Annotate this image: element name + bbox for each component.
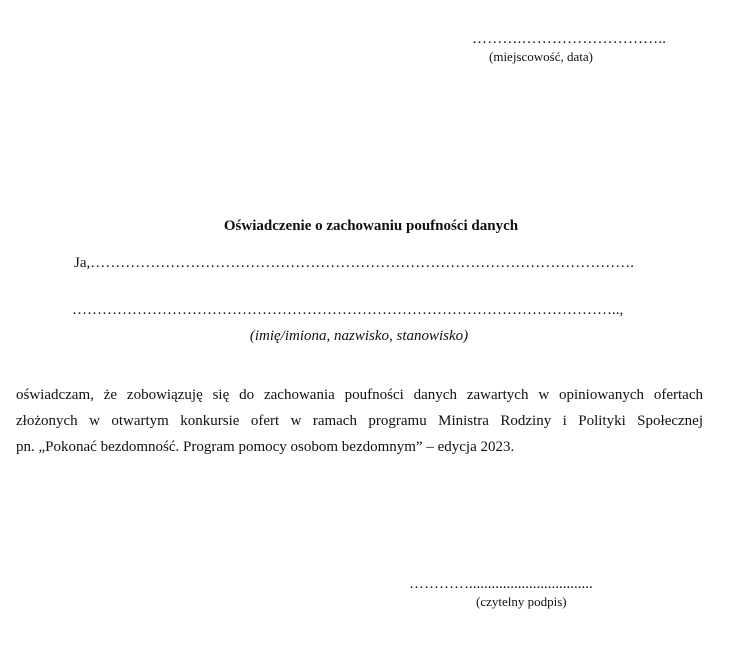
signature-caption: (czytelny podpis) xyxy=(476,594,567,609)
document-title: Oświadczenie o zachowaniu poufności danych xyxy=(223,218,519,234)
declaration-text xyxy=(16,382,703,460)
declarant-caption: (imię/imiona, nazwisko, stanowisko) xyxy=(249,328,469,344)
declaration-line: oświadczam, że zobowiązuję się do zachowania poufności danych zawartych w opiniowanych ofertach xyxy=(16,387,703,403)
place-date-caption: (miejscowość, data) xyxy=(489,49,593,64)
declaration-line: pn. „Pokonać bezdomność. Program pomocy osobom bezdomnym” – edycja 2023. xyxy=(16,439,515,455)
declaration-line: złożonych w otwartym konkursie ofert w ramach programu Ministra Rodziny i Polityki Społecznej xyxy=(16,413,703,429)
declarant-line-1: Ja,………………………………………………………………………………………………. xyxy=(74,255,634,271)
signature-line: …………................................. xyxy=(409,576,593,592)
place-date-line: ……….……………………….. xyxy=(472,31,667,47)
declarant-line-2: ……………………………………………………………………………………………….., xyxy=(72,302,624,318)
